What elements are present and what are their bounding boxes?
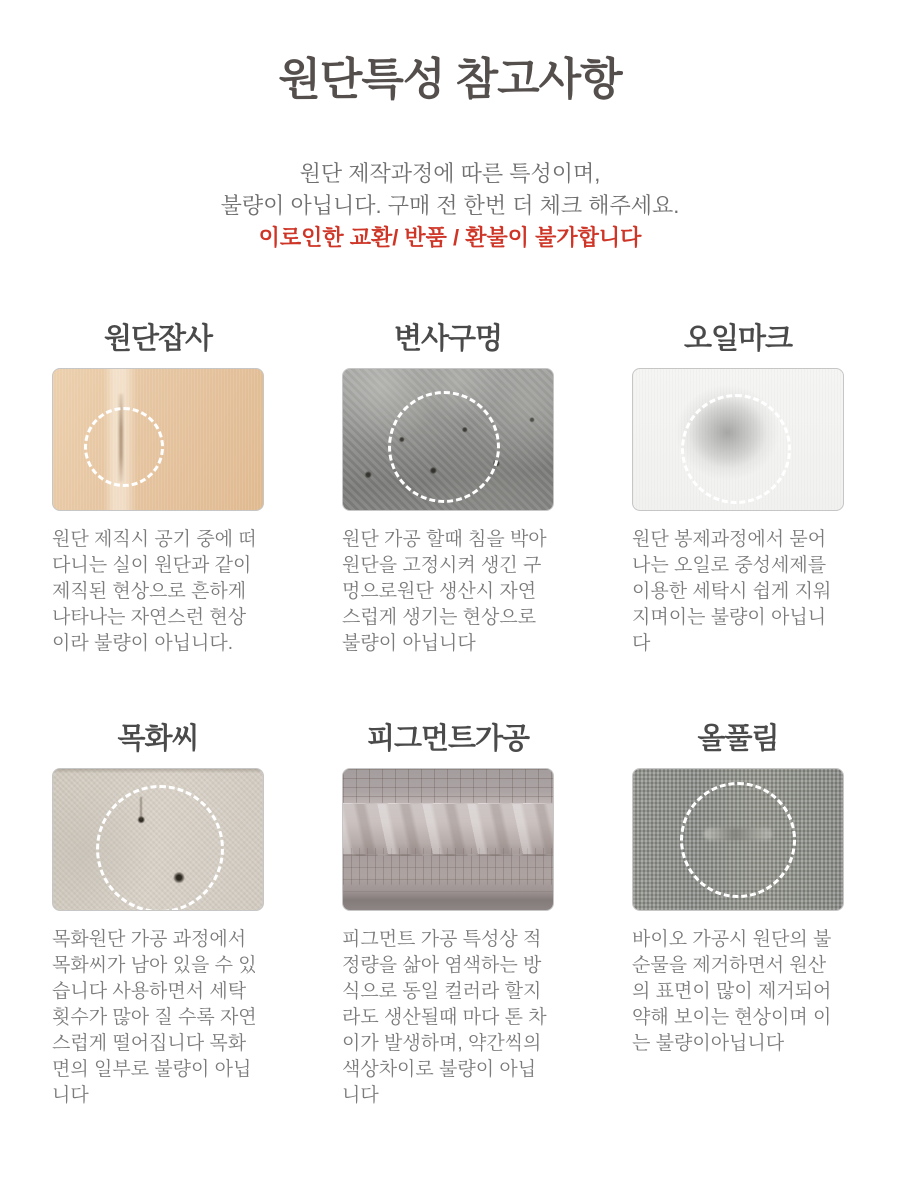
page-title: 원단특성 참고사항 (278, 55, 622, 104)
section-heading: 원단잡사 (103, 323, 213, 355)
selvage-hole-image (342, 368, 554, 511)
section-description: 바이오 가공시 원단의 불순물을 제거하면서 원산의 표면이 많이 제거되어 약해 보이는 현상이며 이는 불량이아닙니다 (632, 929, 832, 1054)
section-thread-pulling (632, 722, 844, 1109)
section-description: 원단 가공 할때 침을 박아 원단을 고정시켜 생긴 구멍으로원단 생산시 자연스럽게 생기는 현상으로 불량이 아닙니다 (342, 529, 547, 654)
section-description: 원단 봉제과정에서 묻어나는 오일로 중성세제를 이용한 세탁시 쉽게 지워지며이는 불량이 아닙니다 (632, 529, 832, 654)
intro-line-2: 불량이 아닙니다. 구매 전 한번 더 체크 해주세요. (220, 193, 680, 218)
oil-mark-image (632, 368, 844, 511)
intro-line-1: 원단 제작과정에 따른 특성이며, (299, 161, 601, 186)
highlight-circle-icon (681, 394, 791, 504)
section-heading: 오일마크 (683, 323, 793, 355)
bedding-ruffle (343, 803, 553, 857)
warning-text: 이로인한 교환/ 반품 / 환불이 불가합니다 (258, 225, 642, 250)
section-heading: 피그먼트가공 (366, 723, 530, 755)
section-description: 원단 제직시 공기 중에 떠다니는 실이 원단과 같이 제직된 현상으로 흔하게 나타나는 자연스런 현상이라 불량이 아닙니다. (52, 529, 257, 654)
sections-row-1 (0, 322, 900, 657)
section-heading: 목화씨 (117, 723, 199, 755)
section-heading: 변사구멍 (393, 323, 503, 355)
intro-text (0, 158, 900, 254)
highlight-circle-icon (680, 782, 796, 898)
fabric-notes-grid (0, 322, 900, 1109)
page-header (0, 0, 900, 254)
section-pigment-finish (342, 722, 554, 1109)
highlight-circle-icon (84, 407, 164, 487)
highlight-circle-icon (388, 391, 500, 503)
section-heading: 올풀림 (697, 723, 779, 755)
section-description: 목화원단 가공 과정에서 목화씨가 남아 있을 수 있습니다 사용하면서 세탁 횟수가 많아 질 수록 자연스럽게 떨어집니다 목화면의 일부로 불량이 아닙니다 (52, 929, 257, 1106)
section-oil-mark (632, 322, 844, 657)
section-selvage-hole (342, 322, 554, 657)
fabric-impurity-image (52, 368, 264, 511)
section-cotton-seed (52, 722, 264, 1109)
pigment-finish-image (342, 768, 554, 911)
cotton-seed-image (52, 768, 264, 911)
thread-pulling-image (632, 768, 844, 911)
section-description: 피그먼트 가공 특성상 적정량을 삶아 염색하는 방식으로 동일 컬러라 할지라도 생산될때 마다 톤 차이가 발생하며, 약간씩의 색상차이로 불량이 아닙니다 (342, 929, 547, 1106)
sections-row-2 (0, 722, 900, 1109)
section-fabric-impurity (52, 322, 264, 657)
highlight-circle-icon (96, 785, 224, 911)
